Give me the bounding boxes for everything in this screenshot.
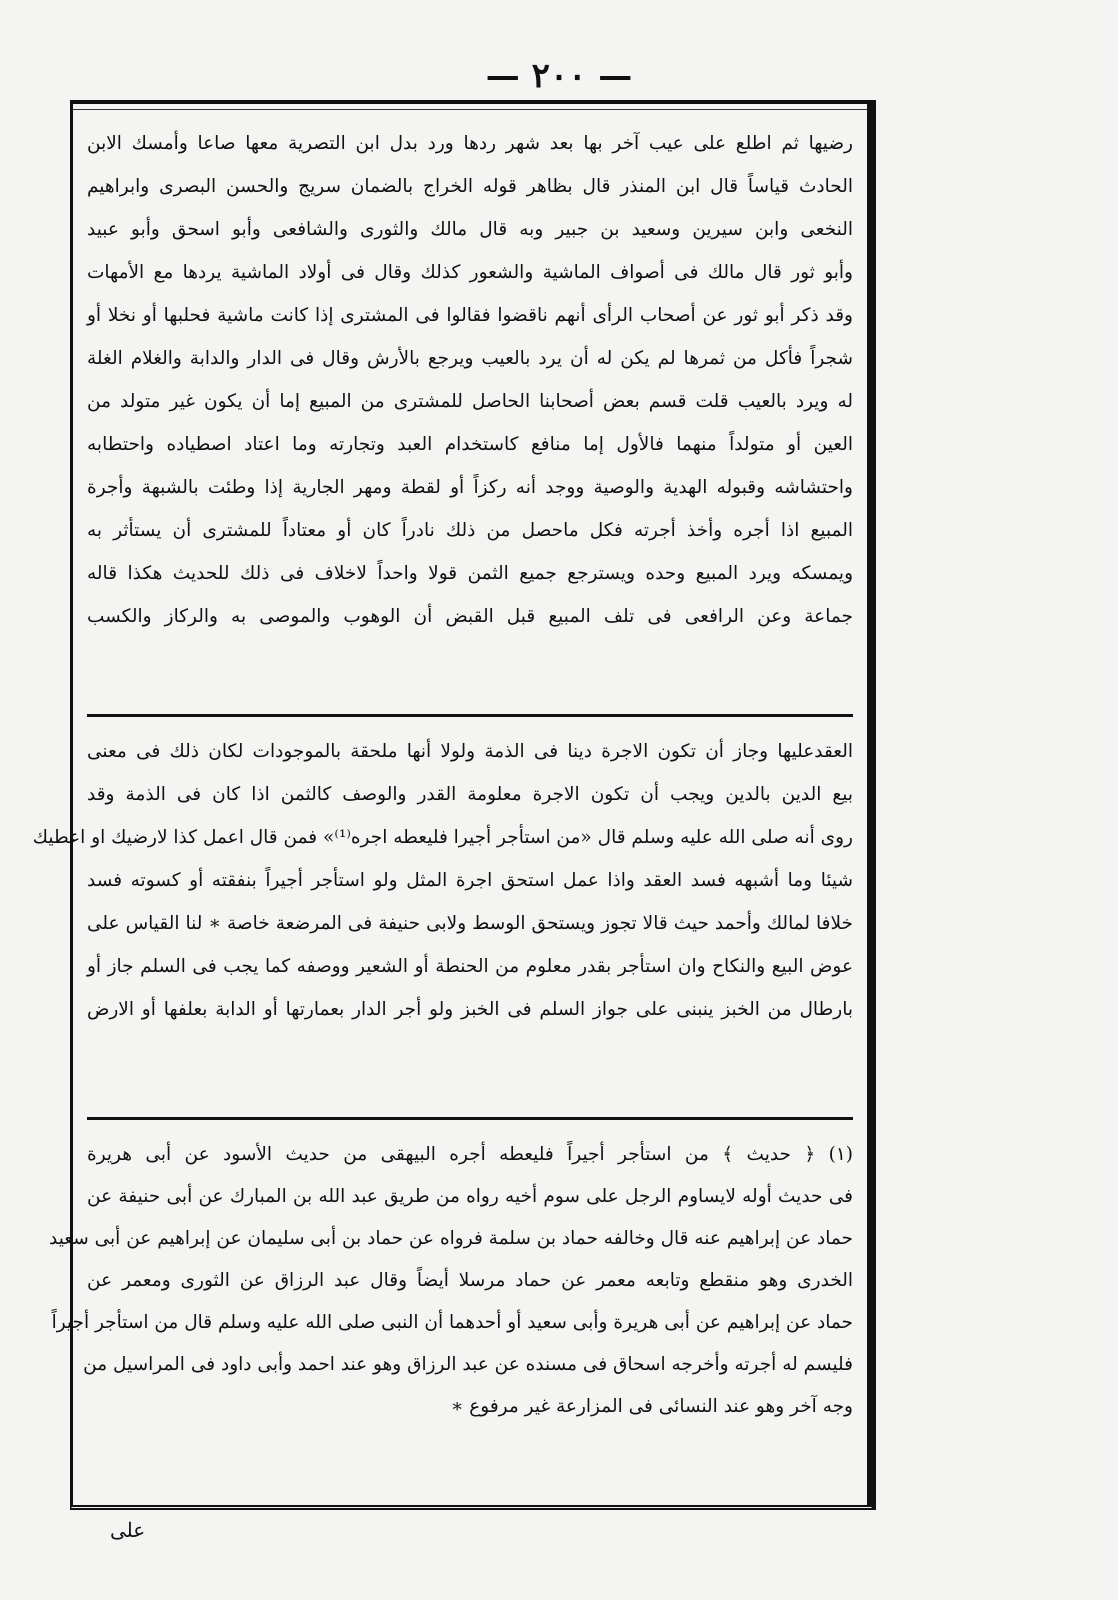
main-text-line: جماعة وعن الرافعى فى تلف المبيع قبل القبض أن الوهوب والموصى به والركاز والكسب [87,606,853,627]
main-text-line: ويمسكه ويرد المبيع وحده ويسترجع جميع الثمن قولا واحداً لاخلاف فى ذلك للحديث هكذا قاله [87,563,853,584]
page-number: — ٢٠٠ — [485,56,633,96]
main-text-line: وأبو ثور قال مالك فى أصواف الماشية والشعور كذلك وقال فى أولاد الماشية يردها مع الأمهات [87,262,853,283]
footnote-line: فى حديث أوله لايساوم الرجل على سوم أخيه رواه من طريق عبد الله بن المبارك عن أبى حنيفة عن [87,1186,853,1207]
main-text-line: المبيع اذا أجره وأخذ أجرته فكل ماحصل من ذلك نادراً كان أو معتاداً للمشترى أن يستأثر به [87,520,853,541]
commentary-block [32,730,853,1031]
commentary-line: بيع الدين بالدين ويجب أن تكون الاجرة معلومة القدر والوصف كالثمن اذا كان فى الذمة وقد [87,784,853,805]
commentary-line: خلافا لمالك وأحمد حيث قالا تجوز ويستحق الوسط ولابى حنيفة فى المرضعة خاصة ∗ لنا القياس على [87,913,853,934]
main-text-line: الحادث قياساً قال ابن المنذر قال بظاهر قوله الخراج بالضمان سريج والحسن البصرى وابراهيم [87,176,853,197]
main-text-line: رضيها ثم اطلع على عيب آخر بها بعد شهر ردها ورد بدل ابن التصرية معها صاعا وأمسك الابن [87,133,853,154]
footnote-line: حماد عن إبراهيم عنه قال وخالفه حماد بن سلمة فرواه عن حماد بن أبى سليمان عن إبراهيم عن أبى سعيد [49,1228,853,1249]
commentary-line: عوض البيع والنكاح وان استأجر بقدر معلوم من الحنطة أو الشعير ووصفه كما يجب فى السلم جاز أو [87,956,853,977]
footnote-line: حماد عن إبراهيم عن أبى هريرة وأبى سعيد أو أحدهما أن النبى صلى الله عليه وسلم قال من استأجر أجيراً [51,1312,853,1333]
text-frame [32,100,876,1510]
commentary-line: العقدعليها وجاز أن تكون الاجرة دينا فى الذمة ولولا أنها ملحقة بالموجودات لكان ذلك فى معنى [87,741,853,762]
main-text-line: العين أو متولداً منهما فالأول إما منافع كاستخدام العبد وتجارته وما اعتاد اصطياده واحتطابه [87,434,853,455]
footnote-line: الخدرى وهو منقطع وتابعه معمر عن حماد مرسلا أيضاً وقال عبد الرزاق عن الثورى ومعمر عن [87,1270,853,1291]
commentary-line: شيئا وما أشبهه فسد العقد واذا عمل استحق اجرة المثل ولو استأجر أجيراً بنفقته أو كسوته فسد [87,870,853,891]
main-text-line: شجراً فأكل من ثمرها لم يكن له أن يرد بالعيب ويرجع بالأرش وقال فى الدار والدابة والغلام الغلة [87,348,853,369]
catchword: على [110,1518,146,1542]
footnote-divider [87,1117,853,1120]
footnote-block [49,1134,853,1428]
commentary-line: بارطال من الخبز ينبنى على جواز السلم فى الخبز ولو أجر الدار بعمارتها أو الدابة بعلفها أو الارض [87,999,853,1020]
main-text-line: له ويرد بالعيب قلت قسم بعض أصحابنا الحاصل للمشترى من المبيع إما أن يكون غير متولد من [87,391,853,412]
footnote-line: وجه آخر وهو عند النسائى فى المزارعة غير مرفوع ∗ [450,1396,853,1417]
section-divider [87,714,853,717]
frame-top-inner-line [73,109,867,110]
main-text-line: واحتشاشه وقبوله الهدية والوصية ووجد أنه ركزاً أو لقطة ومهر الجارية إذا وطئت بالشبهة وأجرة [87,477,853,498]
commentary-line: روى أنه صلى الله عليه وسلم قال «من استأجر أجيرا فليعطه اجره⁽¹⁾» فمن قال اعمل كذا لارضيك او اعطيك [32,827,853,848]
footnote-line: فليسم له أجرته وأخرجه اسحاق فى مسنده عن عبد الرزاق وهو عند احمد وأبى داود فى المراسيل من [83,1354,853,1375]
main-text-line: وقد ذكر أبو ثور عن أصحاب الرأى أنهم ناقضوا فقالوا فى المشترى إذا كانت ماشية فحلبها أو نخلا أو [87,305,853,326]
footnote-line: (١) ﴿ حديث ﴾ من استأجر أجيراً فليعطه أجره البيهقى من حديث الأسود عن أبى هريرة [87,1144,853,1165]
main-text-line: النخعى وابن سيرين وسعيد بن جبير وبه قال مالك والثورى والشافعى وأبو اسحق وأبو عبيد [87,219,853,240]
main-text-block [87,122,853,638]
